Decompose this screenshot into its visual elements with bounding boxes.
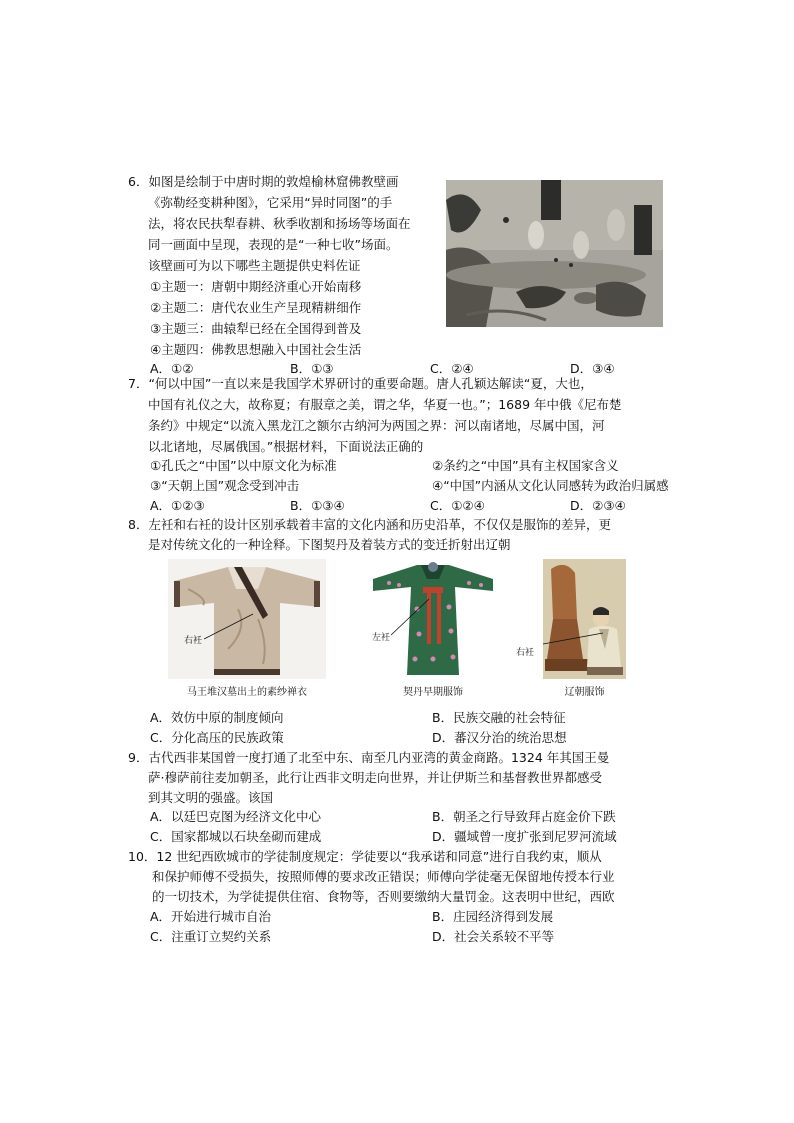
q6-stem-line: 6．如图是绘制于中唐时期的敦煌榆林窟佛教壁画 [128, 174, 399, 189]
q8-option-a[interactable]: A．效仿中原的制度倾向 [150, 710, 284, 725]
q7-option-a[interactable]: A．①②③ [150, 498, 205, 513]
khitan-robe-image [369, 559, 497, 679]
q9-option-a[interactable]: A．以廷巴克图为经济文化中心 [150, 809, 322, 824]
khitan-robe-illustration [369, 559, 497, 679]
q6-option-a[interactable]: A．①② [150, 361, 194, 376]
q7-stem-line: 7．“何以中国”一直以来是我国学术界研讨的重要命题。唐人孔颖达解读“夏，大也， [128, 376, 593, 391]
q10-stem-line: 和保护师傅不受损失，按照师傅的要求改正错误；师傅向学徒毫无保留地传授本行业 [152, 869, 615, 884]
img3-caption: 辽朝服饰 [564, 687, 605, 698]
q7-option-d[interactable]: D．②③④ [570, 498, 626, 513]
q8-stem-line: 8．左衽和右衽的设计区别承载着丰富的文化内涵和历史沿革，不仅仅是服饰的差异，更 [128, 517, 611, 532]
q8-option-c[interactable]: C．分化高压的民族政策 [150, 730, 284, 745]
q6-item: ③主题三：曲辕犁已经在全国得到普及 [150, 321, 362, 336]
q6-stem-line: 法，将农民扶犁春耕、秋季收割和扬场等场面在 [148, 216, 411, 231]
mural-image [446, 180, 663, 327]
q10-option-c[interactable]: C．注重订立契约关系 [150, 929, 272, 944]
q7-stem-line: 中国有礼仪之大，故称夏；有服章之美，谓之华，华夏一也。”；1689 年中俄《尼布楚 [148, 397, 622, 412]
q10-stem-line: 的一切技术，为学徒提供住宿、食物等，否则要缴纳大量罚金。这表明中世纪，西欧 [152, 889, 615, 904]
q7-option-b[interactable]: B．①③④ [290, 498, 345, 513]
q6-stem-line: 同一画面中呈现，表现的是“一种七收”场面。 [148, 237, 399, 252]
gauze-robe-illustration [168, 559, 326, 679]
img2-caption: 契丹早期服饰 [403, 687, 463, 698]
q9-stem-line: 9．古代西非某国曾一度打通了北至中东、南至几内亚湾的黄金商路。1324 年其国王曼 [128, 750, 610, 765]
q7-option-c[interactable]: C．①②④ [430, 498, 485, 513]
q7-item: ③“天朝上国”观念受到冲击 [150, 478, 300, 493]
q10-option-a[interactable]: A．开始进行城市自治 [150, 909, 272, 924]
q10-option-d[interactable]: D．社会关系较不平等 [432, 929, 555, 944]
img3-label: 右衽 [516, 648, 535, 658]
q9-stem-line: 萨·穆萨前往麦加朝圣，此行让西非文明走向世界，并让伊斯兰和基督教世界都感受 [148, 770, 602, 785]
q6-option-d[interactable]: D．③④ [570, 361, 615, 376]
q9-option-c[interactable]: C．国家都城以石块垒砌而建成 [150, 829, 322, 844]
q7-item: ②条约之“中国”具有主权国家含义 [432, 458, 619, 473]
img2-label: 左衽 [372, 633, 391, 643]
q6-item: ④主题四：佛教思想融入中国社会生活 [150, 342, 362, 357]
q8-option-d[interactable]: D．蕃汉分治的统治思想 [432, 730, 567, 745]
q8-option-b[interactable]: B．民族交融的社会特征 [432, 710, 566, 725]
q6-stem-line: 《弥勒经变耕种图》，它采用“异时同图”的手 [148, 195, 393, 210]
img1-caption: 马王堆汉墓出土的素纱禅衣 [187, 687, 307, 698]
q10-stem-line: 10．12 世纪西欧城市的学徒制度规定：学徒要以“我承诺和同意”进行自我约束，顺从 [128, 849, 602, 864]
q6-option-b[interactable]: B．①③ [290, 361, 334, 376]
q6-item: ①主题一：唐朝中期经济重心开始南移 [150, 279, 362, 294]
q7-stem-line: 以北诸地，尽属俄国。”根据材料，下面说法正确的 [148, 439, 424, 454]
q6-stem-line: 该壁画可为以下哪些主题提供史料佐证 [148, 258, 361, 273]
q8-stem-line: 是对传统文化的一种诠释。下图契丹及着装方式的变迁折射出辽朝 [148, 537, 511, 552]
q9-option-b[interactable]: B．朝圣之行导致拜占庭金价下跌 [432, 809, 616, 824]
gauze-robe-image [168, 559, 326, 679]
liao-painting-image [543, 559, 626, 679]
q10-option-b[interactable]: B．庄园经济得到发展 [432, 909, 554, 924]
mural-illustration [446, 180, 663, 327]
liao-painting-illustration [543, 559, 626, 679]
q6-item: ②主题二：唐代农业生产呈现精耕细作 [150, 300, 362, 315]
q9-option-d[interactable]: D．疆域曾一度扩张到尼罗河流域 [432, 829, 617, 844]
img1-label: 右衽 [184, 636, 203, 646]
q7-item: ④“中国”内涵从文化认同感转为政治归属感 [432, 478, 669, 493]
q6-option-c[interactable]: C．②④ [430, 361, 474, 376]
q9-stem-line: 到其文明的强盛。该国 [148, 790, 274, 805]
q7-item: ①孔氏之“中国”以中原文化为标准 [150, 458, 337, 473]
q7-stem-line: 条约》中规定“以流入黑龙江之额尔古纳河为两国之界：河以南诸地，尽属中国，河 [148, 418, 605, 433]
